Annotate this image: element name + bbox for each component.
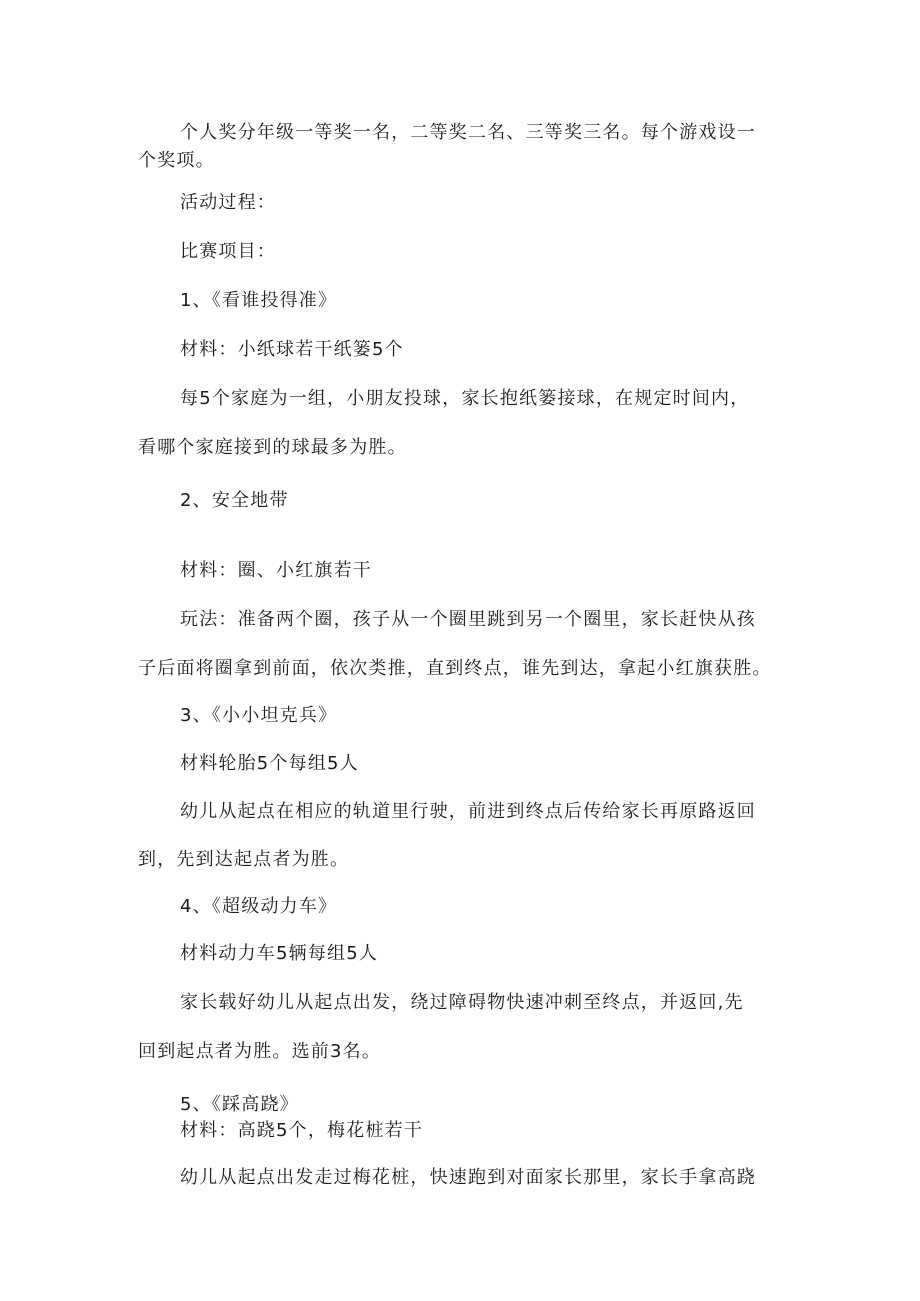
item-5-rules-line-1: 幼儿从起点出发走过梅花桩，快速跑到对面家长那里，家长手拿高跷 — [180, 1167, 756, 1188]
item-4-rules-line-1: 家长载好幼儿从起点出发，绕过障碍物快速冲刺至终点，并返回,先 — [180, 992, 744, 1013]
item-4-title: 4、《超级动力车》 — [180, 896, 338, 917]
item-1-materials: 材料：小纸球若干纸篓5个 — [180, 339, 404, 360]
item-2-rules-line-1: 玩法：准备两个圈，孩子从一个圈里跳到另一个圈里，家长赶快从孩 — [180, 609, 756, 630]
item-1-rules-line-1: 每5个家庭为一组，小朋友投球，家长抱纸篓接球，在规定时间内， — [180, 388, 750, 409]
item-1-title: 1、《看谁投得准》 — [180, 290, 338, 311]
item-5-materials: 材料：高跷5个，梅花桩若干 — [180, 1120, 424, 1141]
item-3-rules-line-2: 到，先到达起点者为胜。 — [138, 849, 350, 870]
paragraph-award-line-1: 个人奖分年级一等奖一名，二等奖二名、三等奖三名。每个游戏设一 — [180, 122, 756, 143]
item-1-rules-line-2: 看哪个家庭接到的球最多为胜。 — [138, 437, 407, 458]
heading-competition-items: 比赛项目： — [180, 241, 276, 262]
item-4-rules-line-2: 回到起点者为胜。选前3名。 — [138, 1041, 382, 1062]
item-2-rules-line-2: 子后面将圈拿到前面，依次类推，直到终点，谁先到达，拿起小红旗获胜。 — [138, 658, 772, 679]
item-2-materials: 材料：圈、小红旗若干 — [180, 560, 372, 581]
heading-activity-process: 活动过程： — [180, 192, 276, 213]
item-4-materials: 材料动力车5辆每组5人 — [180, 943, 379, 964]
item-3-materials: 材料轮胎5个每组5人 — [180, 753, 359, 774]
item-5-title: 5、《踩高跷》 — [180, 1094, 299, 1115]
item-3-title: 3、《小小坦克兵》 — [180, 705, 338, 726]
paragraph-award-line-2: 个奖项。 — [138, 150, 215, 171]
item-3-rules-line-1: 幼儿从起点在相应的轨道里行驶，前进到终点后传给家长再原路返回 — [180, 801, 756, 822]
item-2-title: 2、安全地带 — [180, 490, 289, 511]
